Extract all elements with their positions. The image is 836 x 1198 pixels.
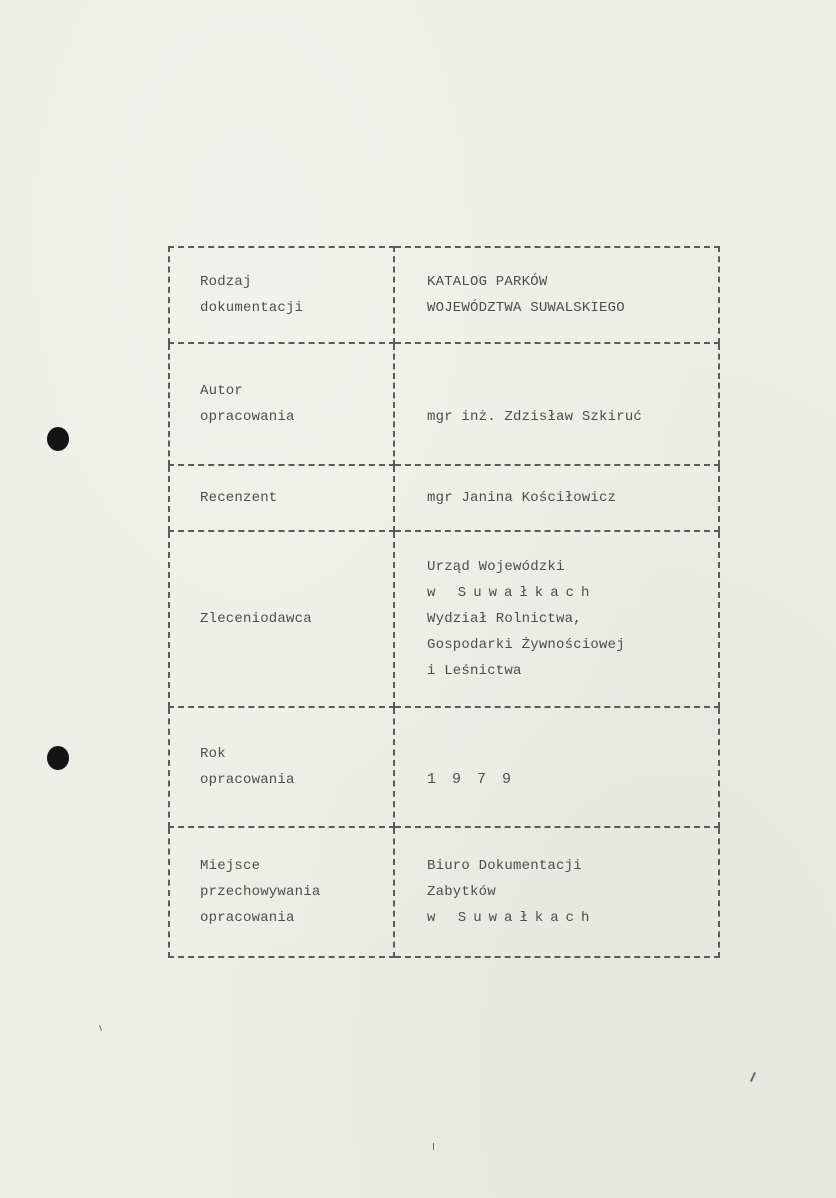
value-line: Biuro Dokumentacji <box>427 858 582 874</box>
label-line: Rodzaj <box>200 274 252 290</box>
value-commissioner <box>394 531 719 707</box>
label-line: Autor <box>200 383 244 399</box>
paper-speck <box>433 1143 434 1150</box>
label-storage-place <box>169 827 394 957</box>
value-storage-place <box>394 827 719 957</box>
label-line: Zleceniodawca <box>200 611 312 627</box>
label-line: dokumentacji <box>200 300 304 316</box>
table-row-author <box>169 343 719 465</box>
value-line: Gospodarki Żywnościowej <box>427 637 625 653</box>
value-line: Urząd Wojewódzki <box>427 559 565 575</box>
value-author <box>394 343 719 465</box>
label-commissioner <box>169 531 394 707</box>
label-line: Miejsce <box>200 858 261 874</box>
value-line: mgr inż. Zdzisław Szkiruć <box>427 409 643 425</box>
punch-hole-top <box>47 427 69 451</box>
value-line: KATALOG PARKÓW <box>427 274 548 290</box>
documentation-info-table <box>168 246 720 958</box>
value-line: w Suwałkach <box>427 910 597 926</box>
value-line: w Suwałkach <box>427 585 597 601</box>
value-line: Wydział Rolnictwa, <box>427 611 582 627</box>
label-documentation-type <box>169 247 394 343</box>
value-line: WOJEWÓDZTWA SUWALSKIEGO <box>427 300 625 316</box>
label-reviewer <box>169 465 394 531</box>
table-row-commissioner <box>169 531 719 707</box>
table-row-reviewer <box>169 465 719 531</box>
table-row-documentation-type <box>169 247 719 343</box>
label-line: opracowania <box>200 910 295 926</box>
table-row-storage-place <box>169 827 719 957</box>
label-line: Recenzent <box>200 490 278 506</box>
label-line: Rok <box>200 746 226 762</box>
value-line: i Leśnictwa <box>427 663 522 679</box>
value-documentation-type <box>394 247 719 343</box>
label-year <box>169 707 394 827</box>
label-author <box>169 343 394 465</box>
value-line: mgr Janina Kościłowicz <box>427 490 617 506</box>
punch-hole-bottom <box>47 746 69 770</box>
paper-speck <box>99 1025 102 1031</box>
value-year <box>394 707 719 827</box>
value-line: 1979 <box>427 771 528 788</box>
label-line: opracowania <box>200 772 295 788</box>
table-row-year <box>169 707 719 827</box>
value-line: Zabytków <box>427 884 496 900</box>
value-reviewer <box>394 465 719 531</box>
paper-speck <box>750 1072 756 1082</box>
label-line: opracowania <box>200 409 295 425</box>
label-line: przechowywania <box>200 884 321 900</box>
